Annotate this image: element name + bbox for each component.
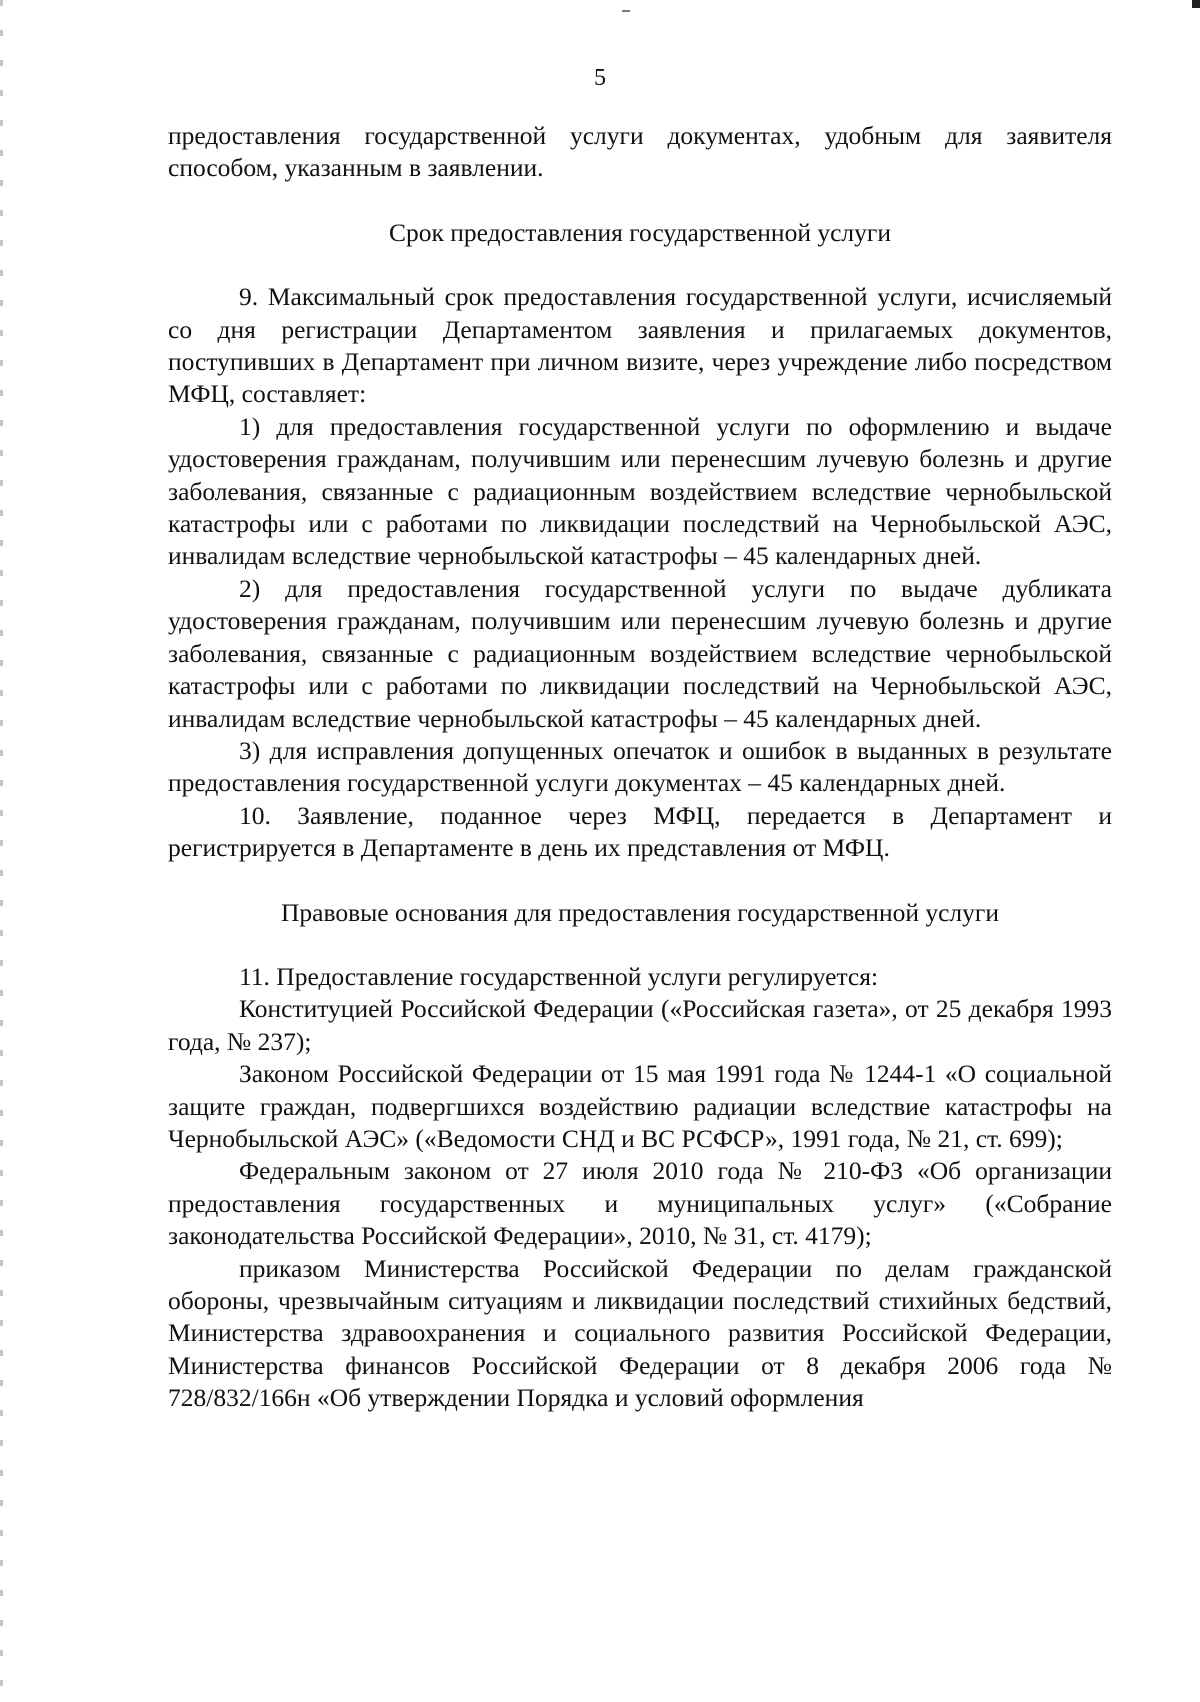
paragraph-gap [168, 249, 1112, 281]
page-number: 5 [594, 65, 606, 91]
scan-corner-mark [1192, 0, 1200, 8]
scan-top-mark [622, 10, 630, 12]
paragraph: Законом Российской Федерации от 15 мая 1991 года № 1244-1 «О социальной защите граждан, подвергшихся воздействию радиации вследствие катастрофы на Чернобыльской АЭС» («Ведомости СНД и ВС РСФСР», 1991 года, № 21, ст. 699); [168, 1059, 1112, 1153]
paragraph-gap [168, 929, 1112, 961]
paragraph: 11. Предоставление государственной услуги регулируется: [239, 961, 879, 991]
scan-edge-artifact [0, 0, 3, 1702]
paragraph-gap [168, 865, 1112, 897]
document-body [168, 120, 1112, 1415]
paragraph: 2) для предоставления государственной услуги по выдаче дубликата удостоверения гражданам, получившим или перенесшим лучевую болезнь и другие заболевания, связанные с радиационным воздействием вследствие чернобыльской катастрофы или с работами по ликвидации последствий на Чернобыльской АЭС, инвалидам вследствие чернобыльской катастрофы – 45 календарных дней. [168, 573, 1112, 733]
paragraph: Конституцией Российской Федерации («Российская газета», от 25 декабря 1993 года, № 237); [168, 994, 1112, 1056]
section-heading: Правовые основания для предоставления государственной услуги [280, 897, 1000, 927]
paragraph: Федеральным законом от 27 июля 2010 года № 210-ФЗ «Об организации предоставления государственных и муниципальных услуг» («Собрание законодательства Российской Федерации», 2010, № 31, ст. 4179); [168, 1156, 1112, 1251]
paragraph: приказом Министерства Российской Федерации по делам гражданской обороны, чрезвычайным ситуациям и ликвидации последствий стихийных бедствий, Министерства здравоохранения и социального развития Российской Федерации, Министерства финансов Российской Федерации от 8 декабря 2006 года № 728/832/166н «Об утверждении Порядка и условий оформления [168, 1253, 1112, 1413]
paragraph-gap [168, 185, 1112, 217]
section-heading: Срок предоставления государственной услуги [388, 217, 891, 247]
paragraph: 1) для предоставления государственной услуги по оформлению и выдаче удостоверения гражданам, получившим или перенесшим лучевую болезнь и другие заболевания, связанные с радиационным воздействием вследствие чернобыльской катастрофы или с работами по ликвидации последствий на Чернобыльской АЭС, инвалидам вследствие чернобыльской катастрофы – 45 календарных дней. [168, 411, 1112, 571]
paragraph: 3) для исправления допущенных опечаток и ошибок в выданных в результате предоставления государственной услуги документах – 45 календарных дней. [168, 735, 1112, 798]
paragraph: 10. Заявление, поданное через МФЦ, передается в Департамент и регистрируется в Департаменте в день их представления от МФЦ. [168, 800, 1112, 863]
paragraph: 9. Максимальный срок предоставления государственной услуги, исчисляемый со дня регистрации Департаментом заявления и прилагаемых документов, поступивших в Департамент при личном визите, через учреждение либо посредством МФЦ, составляет: [168, 282, 1112, 409]
paragraph: предоставления государственной услуги документах, удобным для заявителя способом, указанным в заявлении. [168, 121, 1112, 183]
